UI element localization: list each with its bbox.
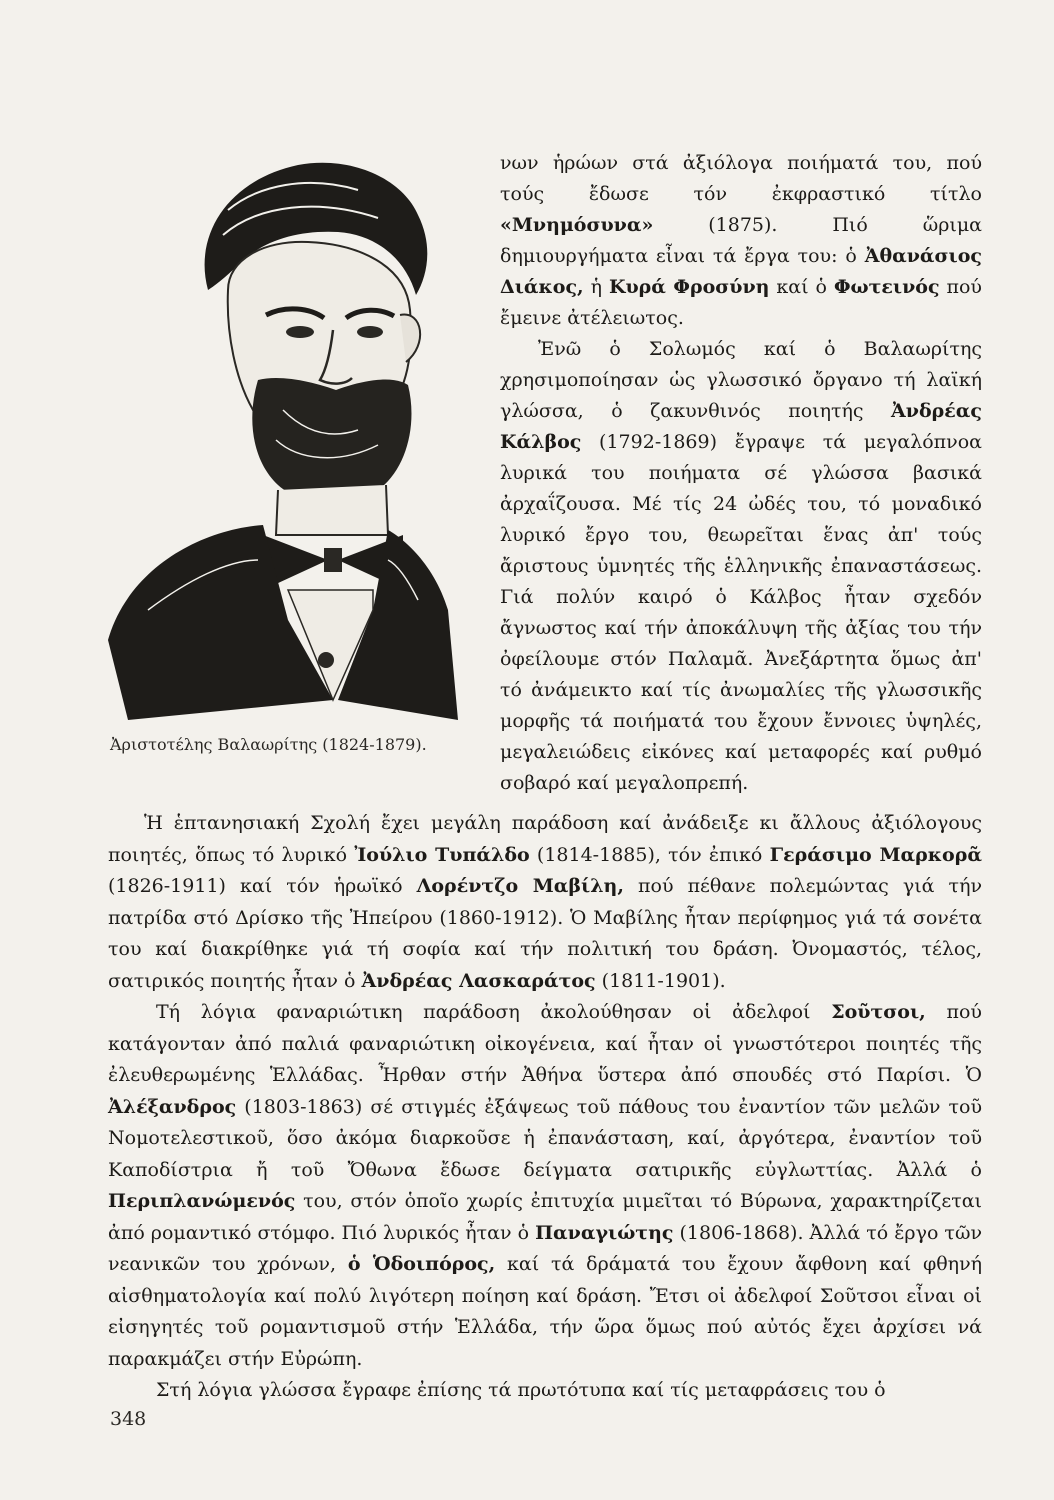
bold-term: Φωτεινός	[833, 276, 940, 298]
bold-term: Λορέντζο Μαβίλη,	[416, 875, 624, 897]
paragraph: Τή λόγια φαναριώτικη παράδοση ἀκολούθησαν οἱ ἀδελφοί Σοῦτσοι, πού κατάγονταν ἀπό παλιά φαναριώτικη οἰκογένεια, καί ἦταν οἱ γνωστότεροι ποιητές τῆς ἐλευθερωμένης Ἑλλάδας. Ἦρθαν στήν Ἀθήνα ὕστερα ἀπό σπουδές στό Παρίσι. Ὁ Ἀλέξανδρος (1803-1863) σέ στιγμές ἐξάψεως τοῦ πάθους του ἐναντίον τῶν μελῶν τοῦ Νομοτελεστικοῦ, ὅσο ἀκόμα διαρκοῦσε ἡ ἐπανάσταση, καί, ἀργότερα, ἐναντίον τοῦ Καποδίστρια ἤ τοῦ Ὄθωνα ἔδωσε δείγματα σατιρικῆς εὐγλωττίας. Ἀλλά ὁ Περιπλανώμενός του, στόν ὁποῖο χωρίς ἐπιτυχία μιμεῖται τό Βύρωνα, χαρακτηρίζεται ἀπό ρομαντικό στόμφο. Πιό λυρικός ἦταν ὁ Παναγιώτης (1806-1868). Ἀλλά τό ἔργο τῶν νεανικῶν του χρόνων, ὁ Ὁδοιπόρος, καί τά δράματά του ἔχουν ἄφθονη καί φθηνή αἰσθηματολογία καί πολύ λιγότερη ποίηση καί δράση. Ἔτσι οἱ ἀδελφοί Σοῦτσοι εἶναι οἱ εἰσηγητές τοῦ ρομαντισμοῦ στήν Ἑλλάδα, τήν ὥρα ὅμως πού αὐτός ἔχει ἀρχίσει νά παρακμάζει στήν Εὐρώπη.	[108, 1001, 983, 1370]
bold-term: ὁ Ὁδοιπόρος,	[347, 1253, 496, 1275]
bold-term: Γεράσιμο Μαρκορᾶ	[769, 843, 982, 866]
bold-term: Ἀθανάσιος Διάκος,	[500, 245, 982, 298]
bold-term: «Μνημόσυνα»	[500, 214, 654, 236]
paragraph: Ἡ ἑπτανησιακή Σχολή ἔχει μεγάλη παράδοση καί ἀνάδειξε κι ἄλλους ἀξιόλογους ποιητές, ὅπως τό λυρικό Ἰούλιο Τυπάλδο (1814-1885), τόν ἐπικό Γεράσιμο Μαρκορᾶ (1826-1911) καί τόν ἡρωϊκό Λορέντζο Μαβίλη, πού πέθανε πολεμώντας γιά τήν πατρίδα στό Δρίσκο τῆς Ἠπείρου (1860-1912). Ὁ Μαβίλης ἦταν περίφημος γιά τά σονέτα του καί διακρίθηκε γιά τή σοφία καί τήν πολιτική του δράση. Ὀνομαστός, τέλος, σατιρικός ποιητής ἦταν ὁ Ἀνδρέας Λασκαράτος (1811-1901).	[108, 812, 982, 992]
bold-term: Κυρά Φροσύνη	[608, 276, 770, 298]
bold-term: Περιπλανώμενός	[108, 1190, 296, 1212]
portrait-caption: Ἀριστοτέλης Βαλαωρίτης (1824-1879).	[110, 735, 427, 754]
paragraph: Στή λόγια γλώσσα ἔγραφε ἐπίσης τά πρωτότυπα καί τίς μεταφράσεις του ὁ	[156, 1379, 886, 1401]
page-number: 348	[110, 1408, 147, 1430]
bold-term: Ἀνδρέας Λασκαράτος	[361, 969, 596, 992]
portrait-illustration	[88, 140, 468, 720]
bold-term: Σοῦτσοι,	[831, 1001, 926, 1023]
bold-term: Παναγιώτης	[535, 1221, 674, 1244]
bold-term: Ἀνδρέας Κάλβος	[500, 400, 982, 453]
main-body-text	[108, 808, 982, 1407]
bold-term: Ἀλέξανδρος	[108, 1095, 237, 1118]
portrait-engraving-icon	[88, 140, 468, 720]
paragraph: Ἐνῶ ὁ Σολωμός καί ὁ Βαλαωρίτης χρησιμοποίησαν ὡς γλωσσικό ὄργανο τή λαϊκή γλώσσα, ὁ ζακυνθινός ποιητής Ἀνδρέας Κάλβος (1792-1869) ἔγραψε τά μεγαλόπνοα λυρικά του ποιήματα σέ γλώσσα βασικά ἀρχαΐζουσα. Μέ τίς 24 ὠδές του, τό μοναδικό λυρικό ἔργο του, θεωρεῖται ἕνας ἀπ' τούς ἄριστους ὑμνητές τῆς ἑλληνικῆς ἐπαναστάσεως. Γιά πολύν καιρό ὁ Κάλβος ἦταν σχεδόν ἄγνωστος καί τήν ἀποκάλυψη τῆς ἀξίας του τήν ὀφείλουμε στόν Παλαμᾶ. Ἀνεξάρτητα ὅμως ἀπ' τό ἀνάμεικτο καί τίς ἀνωμαλίες τῆς γλωσσικῆς μορφῆς τά ποιήματά του ἔχουν ἔννοιες ὑψηλές, μεγαλειώδεις εἰκόνες καί μεταφορές καί ρυθμό σοβαρό καί μεγαλοπρεπή.	[500, 338, 982, 794]
paragraph: νων ἡρώων στά ἀξιόλογα ποιήματά του, πού τούς ἔδωσε τόν ἐκφραστικό τίτλο «Μνημόσυνα» (1875). Πιό ὥριμα δημιουργήματα εἶναι τά ἔργα του: ὁ Ἀθανάσιος Διάκος, ἡ Κυρά Φροσύνη καί ὁ Φωτεινός πού ἔμεινε ἀτέλειωτος.	[500, 152, 982, 329]
bold-term: Ἰούλιο Τυπάλδο	[354, 843, 530, 866]
right-column-text	[500, 148, 982, 799]
